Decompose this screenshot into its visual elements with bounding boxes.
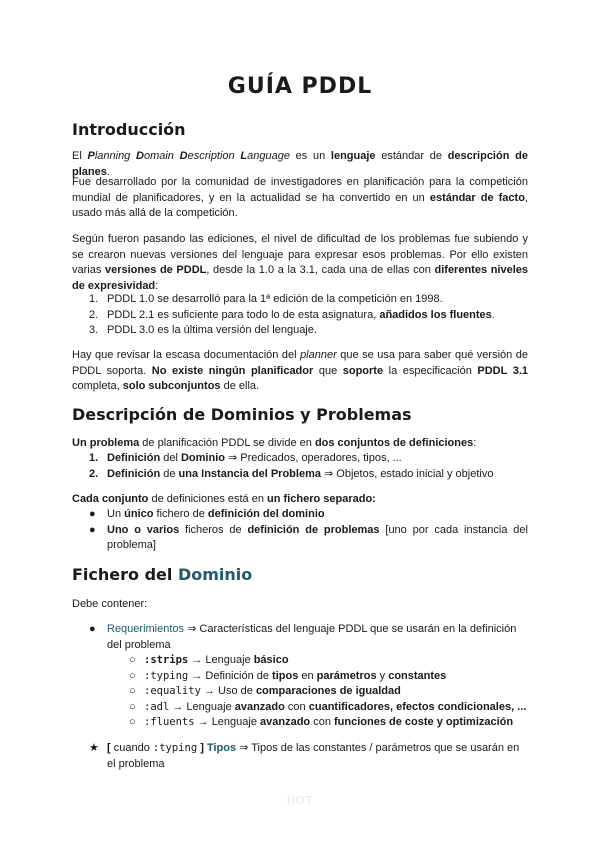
watermark: HOT: [286, 794, 314, 807]
intro-heading: Introducción: [72, 120, 186, 139]
star-icon: ★: [89, 742, 99, 754]
requirements-sublist: [72, 653, 528, 731]
circle-bullet-icon: ○: [129, 700, 136, 713]
list-item: 2. PDDL 2.1 es suficiente para todo lo de esta asignatura, añadidos los fluentes.: [89, 308, 495, 321]
page-title: GUÍA PDDL: [227, 74, 373, 99]
list-item: 1. PDDL 1.0 se desarrolló para la 1ª edición de la competición en 1998.: [89, 293, 443, 305]
intro-paragraph-2: Fue desarrollado por la comunidad de investigadores en planificación para la competición mundial de planificadores, y en la actualidad se ha convertido en un estándar de facto, usado más allá de la competición.: [72, 176, 528, 219]
list-item: ● Requerimientos ⇒ Características del lenguaje PDDL que se usarán en la definición del problema: [89, 623, 517, 651]
circle-bullet-icon: ○: [129, 669, 136, 682]
intro-paragraph-1: El Planning Domain Description Language es un lenguaje estándar de descripción de planes.: [72, 150, 528, 178]
list-item: 2. Definición de una Instancia del Problema ⇒ Objetos, estado inicial y objetivo: [89, 467, 494, 480]
dominios-paragraph-1: Un problema de planificación PDDL se divide en dos conjuntos de definiciones:: [72, 437, 477, 449]
dominio-link[interactable]: Dominio: [177, 565, 253, 584]
fichero-intro: Debe contener:: [72, 598, 148, 610]
list-item: ○ :adl → Lenguaje avanzado con cuantificadores, efectos condicionales, ...: [72, 700, 528, 716]
list-item: ○ :typing → Definición de tipos en parámetros y constantes: [72, 669, 528, 685]
bullet-icon: ●: [89, 523, 96, 536]
tipos-list: [72, 741, 528, 772]
intro-paragraph-3: Según fueron pasando las ediciones, el nivel de dificultad de los problemas fue subiendo y se crearon nuevas versiones del lenguaje para expresar esos problemas. Por ello existen varias versiones de PDDL, desde la 1.0 a la 3.1, cada una de ellas con diferentes niveles de expresividad:: [72, 233, 528, 292]
bullet-icon: ●: [89, 508, 96, 520]
list-item: ● Uno o varios ficheros de definición de problemas [uno por cada instancia del problema]: [89, 523, 528, 551]
list-item: ○ :fluents → Lenguaje avanzado con funciones de coste y optimización: [72, 715, 528, 731]
tipos-link[interactable]: Tipos: [206, 742, 237, 754]
circle-bullet-icon: ○: [129, 685, 136, 697]
requirements-list: [72, 622, 528, 653]
list-item: ● Un único fichero de definición del dominio: [72, 507, 528, 523]
circle-bullet-icon: ○: [129, 716, 136, 728]
circle-bullet-icon: ○: [129, 654, 136, 666]
files-list: [72, 507, 528, 554]
list-item: ★ [ cuando :typing ] Tipos ⇒ Tipos de las constantes / parámetros que se usarán en el problema: [89, 742, 520, 770]
fichero-heading: Fichero del Dominio: [72, 565, 253, 584]
list-item: ○ :equality → Uso de comparaciones de igualdad: [72, 684, 528, 700]
definitions-list: [72, 451, 528, 482]
list-item: ○ :strips → Lenguaje básico: [72, 653, 528, 669]
intro-paragraph-4: Hay que revisar la escasa documentación del planner que se usa para saber qué versión de PDDL soporta. No existe ningún planificador que soporte la especificación PDDL 3.1 completa, solo subconjuntos de ella.: [72, 349, 528, 392]
list-item: 1. Definición del Dominio ⇒ Predicados, operadores, tipos, ...: [89, 452, 402, 464]
requerimientos-link[interactable]: Requerimientos: [107, 623, 185, 635]
dominios-paragraph-2: Cada conjunto de definiciones está en un fichero separado:: [72, 493, 376, 505]
dominios-heading: Descripción de Dominios y Problemas: [72, 405, 412, 424]
bullet-icon: ●: [89, 623, 96, 635]
list-item: 3. PDDL 3.0 es la última versión del lenguaje.: [89, 324, 317, 336]
versions-list: [72, 292, 528, 339]
